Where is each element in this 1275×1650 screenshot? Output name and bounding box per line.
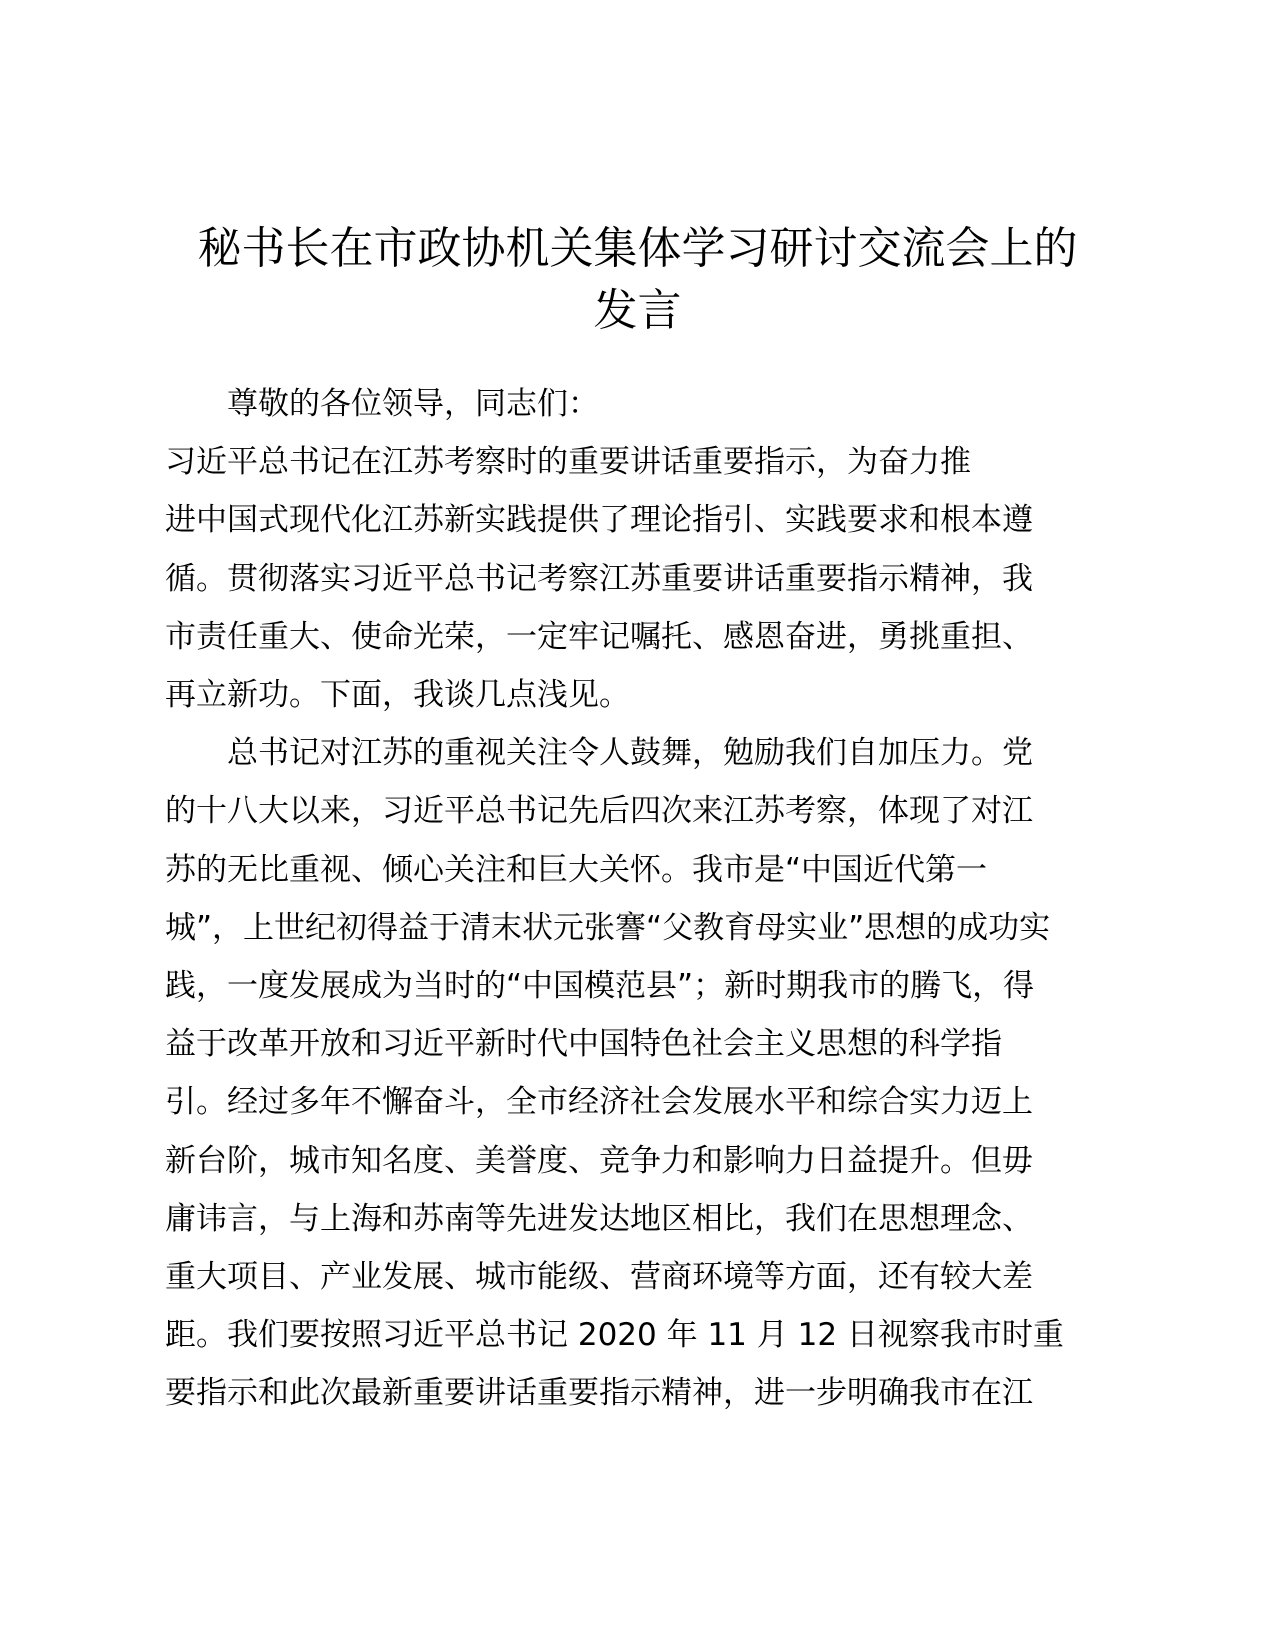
paragraph-line: 总书记对江苏的重视关注令人鼓舞，勉励我们自加压力。党 [227, 735, 1033, 772]
paragraph-line: 的十八大以来，习近平总书记先后四次来江苏考察，体现了对江 [165, 793, 1033, 830]
title-line: 秘书长在市政协机关集体学习研讨交流会上的 [197, 223, 1078, 274]
title-line: 发言 [593, 285, 682, 336]
paragraph-2 [165, 724, 1115, 1422]
paragraph-line: 庸讳言，与上海和苏南等先进发达地区相比，我们在思想理念、 [165, 1200, 1033, 1237]
paragraph-line: 城”，上世纪初得益于清末状元张謇“父教育母实业”思想的成功实 [165, 909, 1051, 946]
document-title [160, 218, 1115, 342]
paragraph-line: 习近平总书记在江苏考察时的重要讲话重要指示，为奋力推 [165, 444, 971, 481]
paragraph-line: 引。经过多年不懈奋斗，全市经济社会发展水平和综合实力迈上 [165, 1084, 1033, 1121]
paragraph-line: 再立新功。下面，我谈几点浅见。 [165, 677, 630, 714]
paragraph-1 [165, 433, 1115, 724]
paragraph-line: 益于改革开放和习近平新时代中国特色社会主义思想的科学指 [165, 1026, 1002, 1063]
paragraph-line: 市责任重大、使命光荣，一定牢记嘱托、感恩奋进，勇挑重担、 [165, 618, 1033, 655]
paragraph-line: 循。贯彻落实习近平总书记考察江苏重要讲话重要指示精神，我 [165, 560, 1033, 597]
paragraph-line: 新台阶，城市知名度、美誉度、竞争力和影响力日益提升。但毋 [165, 1142, 1033, 1179]
document-body [165, 375, 1115, 1423]
paragraph-line: 重大项目、产业发展、城市能级、营商环境等方面，还有较大差 [165, 1259, 1033, 1296]
paragraph-line: 要指示和此次最新重要讲话重要指示精神，进一步明确我市在江 [165, 1375, 1033, 1412]
paragraph-line: 距。我们要按照习近平总书记 2020 年 11 月 12 日视察我市时重 [165, 1317, 1064, 1354]
salutation: 尊敬的各位领导，同志们： [227, 386, 599, 422]
paragraph-line: 践，一度发展成为当时的“中国模范县”；新时期我市的腾飞，得 [165, 968, 1035, 1005]
paragraph-line: 苏的无比重视、倾心关注和巨大关怀。我市是“中国近代第一 [165, 851, 988, 888]
paragraph-line: 进中国式现代化江苏新实践提供了理论指引、实践要求和根本遵 [165, 502, 1033, 539]
